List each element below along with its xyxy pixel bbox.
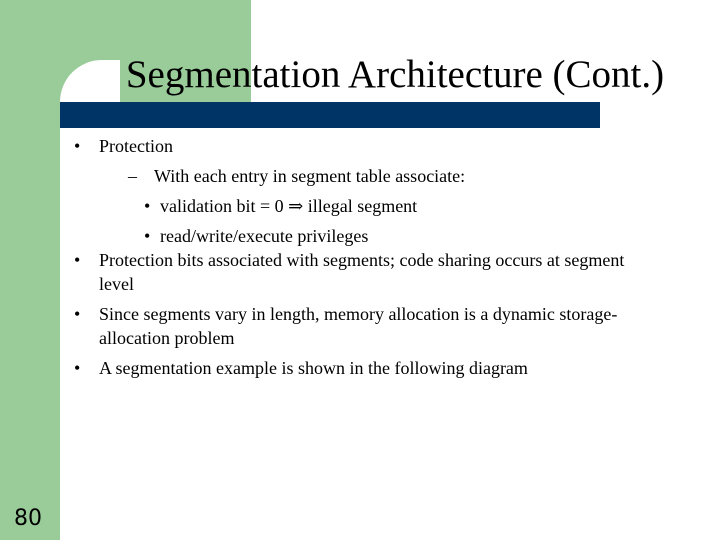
left-accent-bar [0,0,60,540]
bullet-item [74,134,634,158]
bullet-marker: • [74,358,81,378]
bullet-marker: • [74,250,81,270]
bullet-marker: • [74,304,81,324]
bullet-item [74,356,634,380]
bullet-marker: • [144,226,151,246]
slide-title: Segmentation Architecture (Cont.) [125,53,665,96]
bullet-text: Protection [99,136,173,156]
sub-bullet-text: With each entry in segment table associate: [154,166,466,186]
bullet-text: Since segments vary in length, memory allocation is a dynamic storage-allocation problem [99,304,618,348]
page-number: 80 [14,506,42,531]
bullet-marker: • [144,196,151,216]
bullet-text: A segmentation example is shown in the following diagram [99,358,528,378]
bullet-marker: • [74,136,81,156]
bullet-text: Protection bits associated with segments; code sharing occurs at segment level [99,250,625,294]
sub-bullet-item [74,164,634,188]
sub-sub-bullet-item [74,194,634,218]
title-underline-bar [60,102,600,128]
sub-sub-bullet-text: validation bit = 0 ⇒ illegal segment [160,196,418,216]
slide-content [74,134,634,386]
dash-marker: – [128,166,137,186]
bullet-item [74,248,634,296]
bullet-item [74,302,634,350]
sub-sub-bullet-item [74,224,634,248]
sub-sub-bullet-text: read/write/execute privileges [160,226,369,246]
